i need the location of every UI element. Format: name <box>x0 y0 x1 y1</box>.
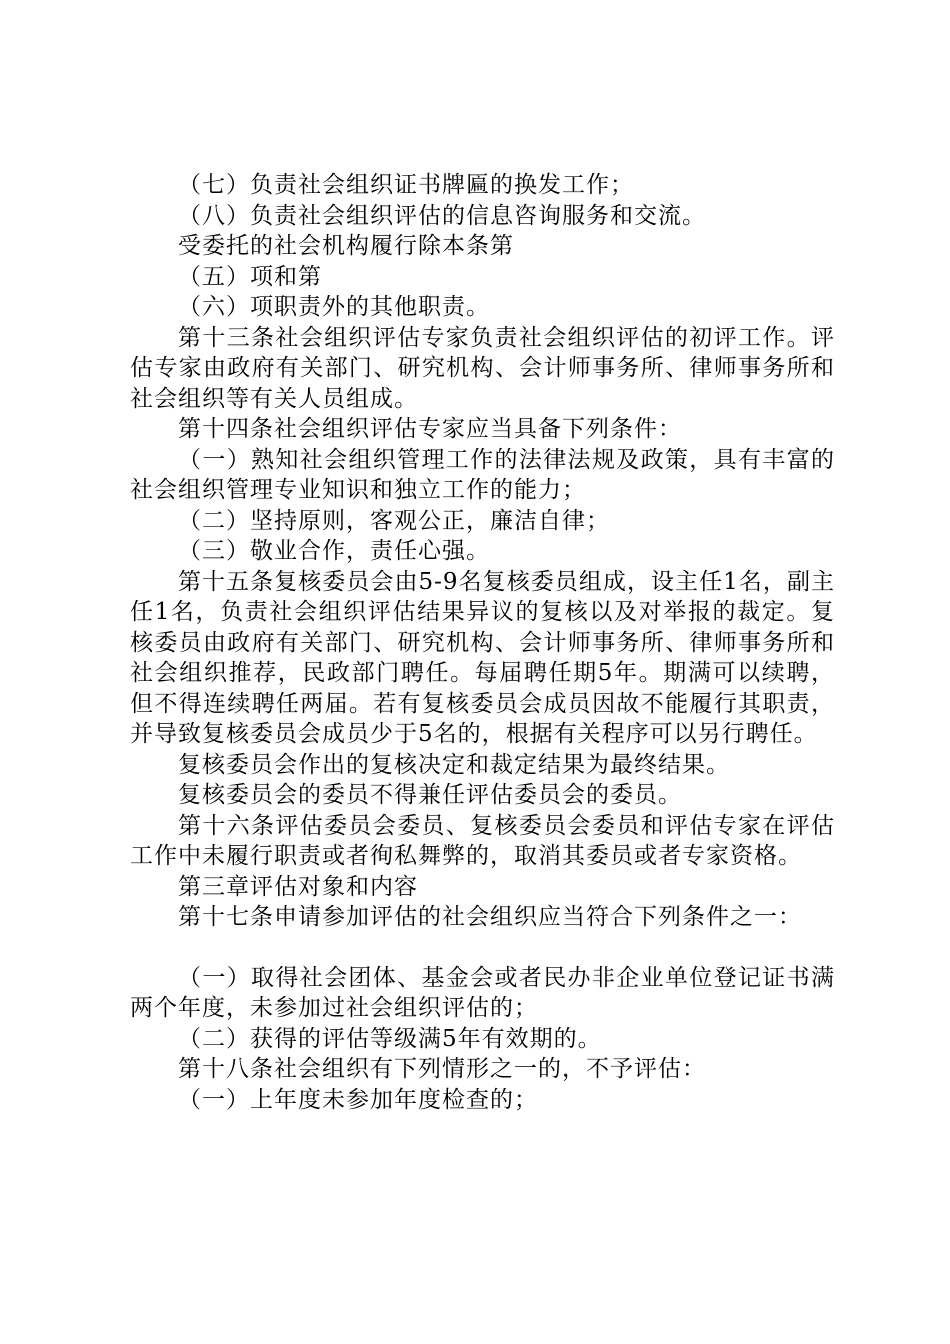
article-14-item-3: （三）敬业合作，责任心强。 <box>178 538 490 564</box>
article-17: 第十七条申请参加评估的社会组织应当符合下列条件之一： <box>178 904 802 930</box>
chapter-3-heading: 第三章评估对象和内容 <box>178 873 418 900</box>
article-15: 第十五条复核委员会由5-9名复核委员组成，设主任1名，副主任1名，负责社会组织评估结果异议的复核以及对举报的裁定。复核委员由政府有关部门、研究机构、会计师事务所、律师事务所和社会组织推荐，民政部门聘任。每届聘任期5年。期满可以续聘，但不得连续聘任两届。若有复核委员会成员因故不能履行其职责，并导致复核委员会成员少于5名的，根据有关程序可以另行聘任。 <box>130 568 835 747</box>
paragraph-entrusted-institution: 受委托的社会机构履行除本条第 <box>178 233 514 259</box>
paragraph-item-5: （五）项和第 <box>178 263 322 290</box>
article-18-item-1: （一）上年度未参加年度检查的； <box>178 1086 538 1113</box>
article-16: 第十六条评估委员会委员、复核委员会委员和评估专家在评估工作中未履行职责或者徇私舞弊的，取消其委员或者专家资格。 <box>130 812 835 869</box>
paragraph-7: （七）负责社会组织证书牌匾的换发工作； <box>178 172 634 198</box>
article-17-item-1: （一）取得社会团体、基金会或者民办非企业单位登记证书满两个年度，未参加过社会组织评估的； <box>130 964 835 1021</box>
document-body <box>130 170 835 1115</box>
article-13: 第十三条社会组织评估专家负责社会组织评估的初评工作。评估专家由政府有关部门、研究机构、会计师事务所、律师事务所和社会组织等有关人员组成。 <box>130 324 835 412</box>
article-14: 第十四条社会组织评估专家应当具备下列条件： <box>178 416 682 442</box>
paragraph-8: （八）负责社会组织评估的信息咨询服务和交流。 <box>178 202 706 229</box>
article-18: 第十八条社会组织有下列情形之一的，不予评估： <box>178 1056 706 1082</box>
paragraph-item-6: （六）项职责外的其他职责。 <box>178 294 490 320</box>
article-17-item-2: （二）获得的评估等级满5年有效期的。 <box>178 1025 602 1052</box>
review-member-restriction: 复核委员会的委员不得兼任评估委员会的委员。 <box>178 782 682 808</box>
review-final-result: 复核委员会作出的复核决定和裁定结果为最终结果。 <box>178 751 730 778</box>
article-14-item-2: （二）坚持原则，客观公正，廉洁自律； <box>178 507 610 534</box>
article-14-item-1: （一）熟知社会组织管理工作的法律法规及政策，具有丰富的社会组织管理专业知识和独立工作的能力； <box>130 446 835 503</box>
